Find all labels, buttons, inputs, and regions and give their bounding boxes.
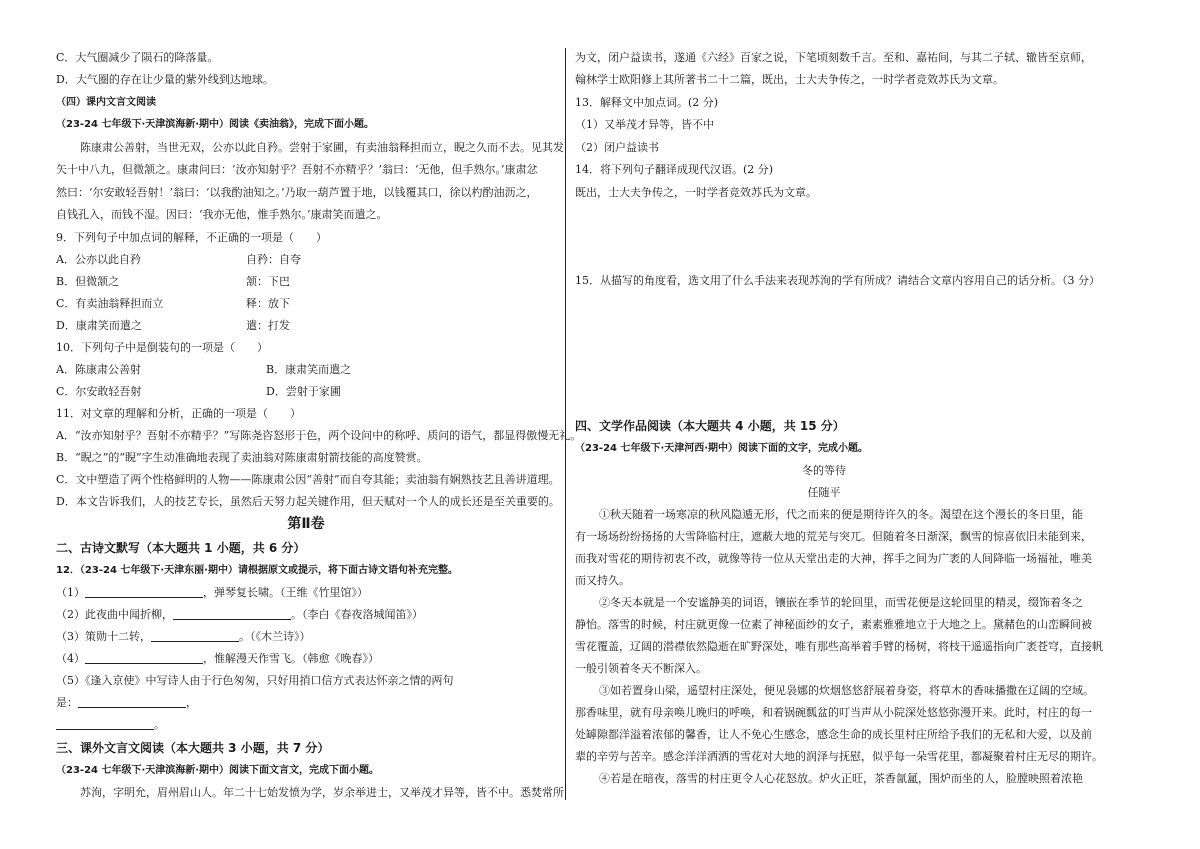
q12-item-2-text: （2）此夜曲中闻折柳， [56, 608, 173, 621]
q11-option-d: D．本文告诉我们，人的技艺专长，虽然后天努力起关键作用，但天赋对一个人的成长还是至关重要的。 [56, 495, 560, 508]
q13-item-2: （2）闭户益读书 [575, 141, 659, 154]
question-14: 14．将下列句子翻译成现代汉语。(2 分) [575, 163, 774, 176]
answer-blank[interactable] [85, 651, 203, 664]
answer-blank[interactable] [173, 607, 291, 620]
answer-blank[interactable] [78, 695, 186, 708]
essay-line: ②冬天本就是一个安谧静美的词语，镶嵌在季节的轮回里，而雪花便是这轮回里的精灵，缀饰着冬之 [599, 596, 1083, 609]
section-four-source: （23-24 七年级下·天津河西·期中）阅读下面的文字，完成小题。 [575, 443, 869, 454]
q9-option-b: B．但微颔之 [56, 275, 120, 288]
option-c: C．大气圈减少了陨石的降落量。 [56, 51, 219, 64]
q9-option-d-meaning: 遣：打发 [246, 319, 290, 332]
q12-item-5-period: 。 [154, 718, 165, 731]
essay-line: ①秋天随着一场寒凉的秋风隐遁无形，代之而来的便是期待许久的冬。渴望在这个漫长的冬日里，能 [599, 508, 1083, 521]
q9-option-d: D．康肃笑而遣之 [56, 319, 142, 332]
q11-option-a: A．“汝亦知射乎？吾射不亦精乎？”写陈尧咨怒形于色，两个设问中的称呼、质问的语气，都显得傲慢无礼。 [56, 429, 582, 442]
essay-line: 辈的辛劳与苦辛。感念洋洋洒洒的雪花对大地的润泽与抚慰，似乎每一朵雪花里，都凝聚着村庄无尽的期许。 [575, 750, 1103, 763]
essay-line: 处罅隙都洋溢着浓郁的馨香，让人不免心生感念，感念生命的成长里村庄所给予我们的无私和大爱，以及前 [575, 728, 1092, 741]
essay-line: 一般引领着冬天不断深入。 [575, 662, 707, 675]
essay-title: 冬的等待 [802, 464, 846, 477]
essay-author: 任随平 [807, 486, 841, 499]
q12-item-4 [56, 651, 379, 667]
q11-option-b: B．“睨之”的“睨”字生动准确地表现了卖油翁对陈康肃射箭技能的高度赞赏。 [56, 451, 428, 464]
section-two-heading: 二、古诗文默写（本大题共 1 小题，共 6 分） [56, 541, 306, 555]
passage-line: 翰林学士欧阳修上其所著书二十二篇，既出，士大夫争传之，一时学者竞效苏氏为文章。 [575, 73, 1004, 86]
question-15: 15．从描写的角度看，选文用了什么手法来表现苏洵的学有所成？请结合文章内容用自己的话分析。（3 分） [575, 274, 1100, 287]
essay-line: 而又持久。 [575, 574, 630, 587]
section-three-heading: 三、课外文言文阅读（本大题共 3 小题，共 7 分） [56, 741, 330, 755]
q12-item-5-answer-2 [56, 717, 165, 733]
question-10: 10．下列句子中是倒装句的一项是（ ） [56, 341, 268, 354]
q12-item-5-comma: ， [186, 696, 197, 709]
question-12: 12．（23-24 七年级下·天津东丽·期中）请根据原文或提示，将下面古诗文语句补充完整。 [56, 565, 458, 576]
question-9: 9．下列句子中加点词的解释，不正确的一项是（ ） [56, 231, 327, 244]
q11-option-c: C．文中塑造了两个性格鲜明的人物——陈康肃公因“善射”而自夸其能；卖油翁有娴熟技艺且善讲道理。 [56, 473, 560, 486]
passage-line: 自钱孔入，而钱不湿。因曰：‘我亦无他，惟手熟尔。’康肃笑而遣之。 [56, 208, 388, 221]
section-heading: （四）课内文言文阅读 [56, 97, 156, 108]
passage-line: 苏洵，字明允，眉州眉山人。年二十七始发愤为学，岁余举进士，又举茂才异等，皆不中。悉焚常所 [80, 786, 564, 799]
essay-line: ③如若置身山梁，遥望村庄深处，便见袅娜的炊烟悠悠舒展着身姿，将草木的香味播撒在辽阔的空域。 [599, 684, 1094, 697]
q10-option-b: B．康肃笑而遣之 [266, 363, 352, 376]
section-four-heading: 四、文学作品阅读（本大题共 4 小题，共 15 分） [575, 419, 845, 433]
section-three-source: （23-24 七年级下·天津滨海新·期中）阅读下面文言文，完成下面小题。 [56, 765, 380, 776]
q9-option-c: C．有卖油翁释担而立 [56, 297, 164, 310]
option-d: D．大气圈的存在让少量的紫外线到达地球。 [56, 73, 274, 86]
q12-item-3 [56, 629, 311, 645]
essay-line: 那香味里，就有母亲唤儿晚归的呼唤，和着锅碗瓢盆的叮当声从小院深处悠悠弥漫开来。此时，村庄的每一 [575, 706, 1092, 719]
q12-item-4-text: ，惟解漫天作雪飞。（韩愈《晚春》） [203, 652, 379, 665]
passage-line: 然曰：‘尔安敢轻吾射！’翁曰：‘以我酌油知之。’乃取一葫芦置于地，以钱覆其口，徐以杓酌油沥之， [56, 186, 538, 199]
essay-line: 雪花覆盖，辽阔的潜襟依然隐逝在旷野深处，唯有那些高举着手臂的杨树，将枝干遥遥指向广袤苍穹，直接帆 [575, 640, 1103, 653]
q14-sentence: 既出，士大夫争传之，一时学者竞效苏氏为文章。 [575, 186, 817, 199]
q10-option-a: A．陈康肃公善射 [56, 363, 141, 376]
q12-item-4-num: （4） [56, 652, 85, 665]
essay-line: 有一场场纷纷扬扬的大雪降临村庄，遮蔽大地的荒芜与突兀。但随着冬日渐深，飘雪的惊喜依旧未能到来， [575, 530, 1092, 543]
q10-option-c: C．尔安敢轻吾射 [56, 385, 142, 398]
q9-option-a: A．公亦以此自矜 [56, 253, 141, 266]
q12-item-1 [56, 585, 368, 601]
q12-item-5: （5）《逢入京使》中写诗人由于行色匆匆，只好用捎口信方式表达怀亲之情的两句 [56, 674, 454, 687]
essay-line: 而我对雪花的期待初衷不改，就像等待一位从天堂出走的大神，挥手之间为广袤的人间降临一场福祉，唯美 [575, 552, 1092, 565]
q12-item-1-num: （1） [56, 586, 85, 599]
question-11: 11．对文章的理解和分析，正确的一项是（ ） [56, 407, 301, 420]
part-two-title: 第Ⅱ卷 [287, 516, 325, 532]
q12-item-1-text: ，弹琴复长啸。（王维《竹里馆》） [203, 586, 368, 599]
q12-item-5-prefix: 是： [56, 696, 78, 709]
question-13: 13．解释文中加点词。(2 分) [575, 96, 719, 109]
q10-option-d: D．尝射于家圃 [266, 385, 341, 398]
source-note: （23-24 七年级下·天津滨海新·期中）阅读《卖油翁》，完成下面小题。 [56, 119, 375, 130]
q12-item-3-source: 。（《木兰诗》） [239, 630, 311, 643]
column-divider [565, 48, 566, 800]
passage-line: 陈康肃公善射，当世无双，公亦以此自矜。尝射于家圃，有卖油翁释担而立，睨之久而不去。见其发 [80, 141, 564, 154]
q12-item-5-answer-1 [56, 695, 197, 711]
essay-line: 静怡。落雪的时候，村庄就更像一位素了神秘面纱的女子，素素雅雅地立于大地之上。黛赭色的山峦瞬间被 [575, 618, 1092, 631]
passage-line: 矢十中八九，但微颔之。康肃问曰：‘汝亦知射乎？吾射不亦精乎？’翁曰：‘无他，但手熟尔。’康肃忿 [56, 163, 538, 176]
q12-item-2 [56, 607, 423, 623]
q13-item-1: （1）又举茂才异等，皆不中 [575, 118, 714, 131]
q9-option-c-meaning: 释：放下 [246, 297, 290, 310]
answer-blank[interactable] [85, 585, 203, 598]
answer-blank[interactable] [56, 717, 154, 730]
q12-item-2-source: 。（李白《春夜洛城闻笛》） [291, 608, 423, 621]
answer-blank[interactable] [151, 629, 239, 642]
essay-line: ④若是在暗夜，落雪的村庄更令人心花怒放。炉火正旺，茶香氤氲，围炉而坐的人，脸膛映照着浓艳 [599, 772, 1083, 785]
passage-line: 为文，闭户益读书，遂通《六经》百家之说，下笔顷刻数千言。至和、嘉祐间，与其二子轼、辙皆至京师， [575, 51, 1092, 64]
q12-item-3-text: （3）策勋十二转， [56, 630, 151, 643]
q9-option-a-meaning: 自矜：自夸 [246, 253, 301, 266]
q9-option-b-meaning: 颔：下巴 [246, 275, 290, 288]
